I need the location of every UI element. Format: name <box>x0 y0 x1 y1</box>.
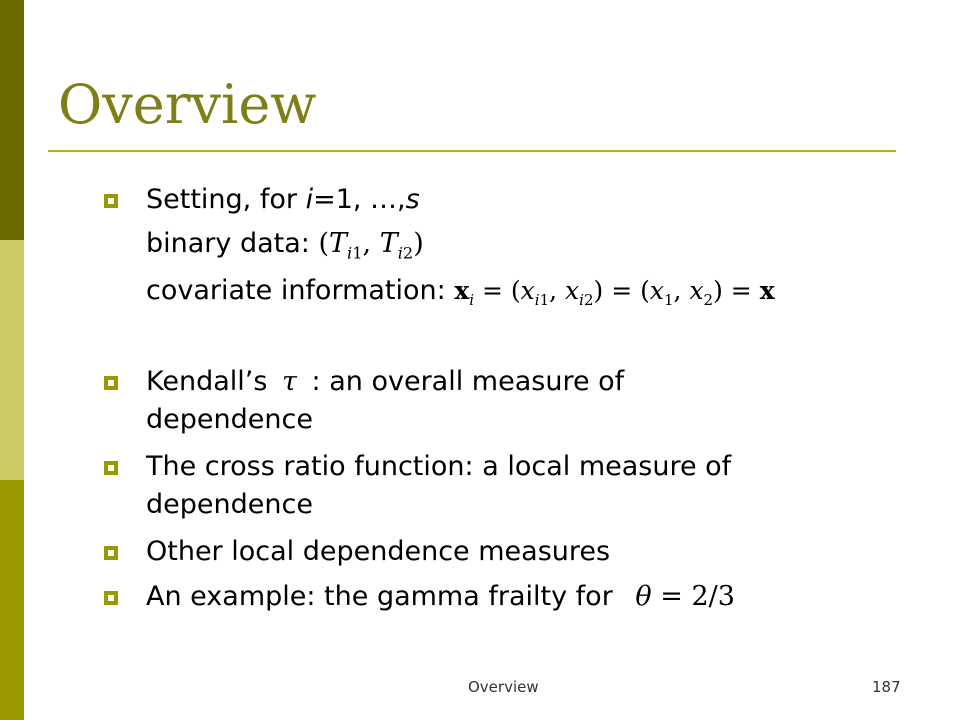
bullet-setting <box>146 180 420 220</box>
covariate-math: $x_i = (x_{i1}$, $x_{i2}) = (x_1$, $x_2) = x$ <box>454 276 775 309</box>
page-number: 187 <box>872 678 901 696</box>
sidebar-segment-light <box>0 240 24 480</box>
setting-i: i <box>305 184 314 215</box>
example-text: An example: the gamma frailty for <box>146 581 613 612</box>
bullet-square-icon <box>104 591 118 605</box>
binary-math: ($T_{i1}$, $T_{i2}$) <box>318 228 424 263</box>
bullet-other-measures: Other local dependence measures <box>146 536 611 567</box>
binary-label: binary data: <box>146 228 310 259</box>
kendall-line2: dependence <box>146 404 313 435</box>
sidebar-segment-dark <box>0 0 24 240</box>
setting-eq: =1, …, <box>313 184 406 215</box>
bullet-square-icon <box>104 546 118 560</box>
covariate-line <box>146 271 775 320</box>
cross-ratio-line2: dependence <box>146 489 313 520</box>
kendall-suffix: : an overall measure of <box>311 366 625 397</box>
bullet-square-icon <box>104 461 118 475</box>
bullet-kendall <box>146 362 624 402</box>
footer-label: Overview <box>468 678 539 696</box>
setting-s: s <box>405 184 420 215</box>
binary-data-line <box>146 224 424 273</box>
bullet-cross-ratio: The cross ratio function: a local measure of <box>146 451 732 482</box>
bullet-example <box>146 577 735 617</box>
kendall-prefix: Kendall’s <box>146 366 268 397</box>
setting-text: Setting, for <box>146 184 306 215</box>
sidebar-decoration <box>0 0 24 720</box>
bullet-square-icon <box>104 376 118 390</box>
title-divider <box>48 150 896 152</box>
slide-title: Overview <box>58 73 317 136</box>
covariate-label: covariate information: <box>146 275 446 306</box>
example-math: θ = 2/3 <box>635 581 735 612</box>
kendall-tau: τ <box>282 366 297 397</box>
sidebar-segment-mid <box>0 480 24 720</box>
bullet-square-icon <box>104 194 118 208</box>
